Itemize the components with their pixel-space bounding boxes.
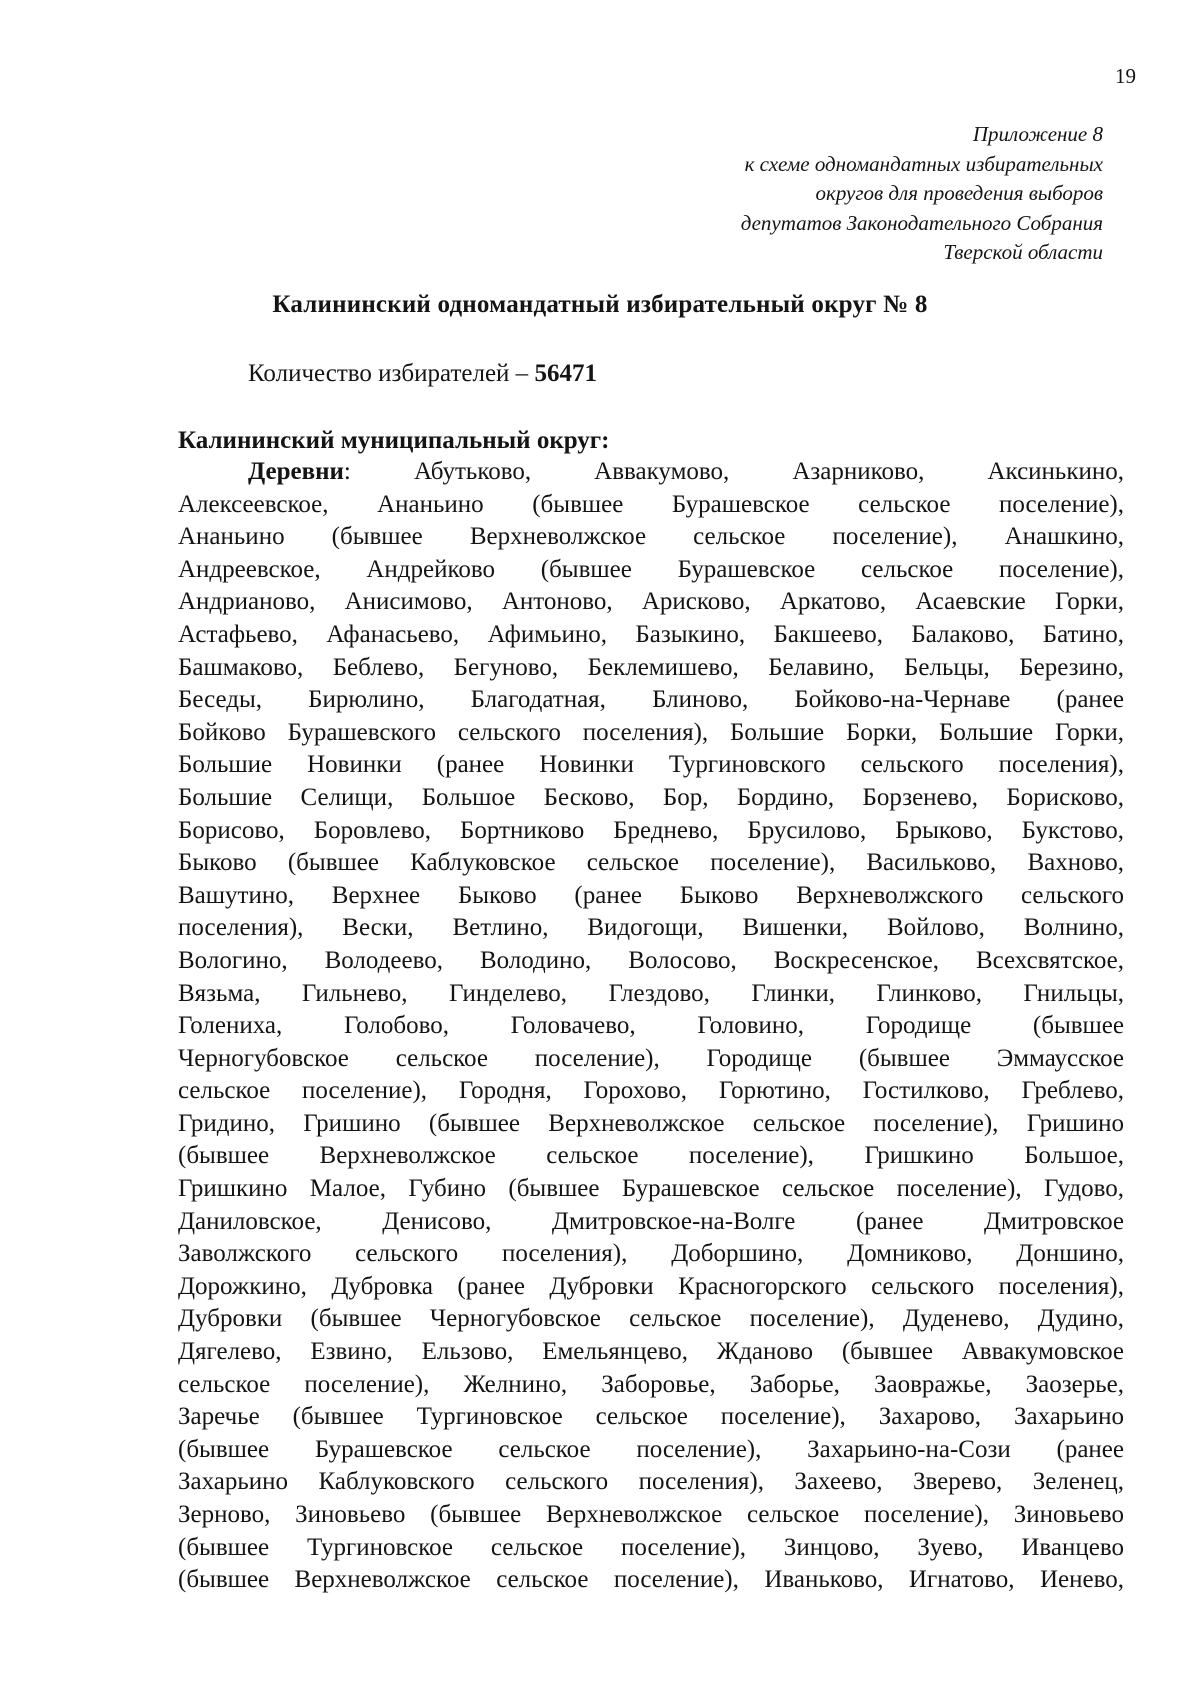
appendix-note bbox=[741, 120, 1103, 268]
villages-paragraph bbox=[178, 456, 1124, 1597]
paragraph-line: Черногубовское сельское поселение), Городище (бывшее Эммаусское bbox=[178, 1044, 1124, 1072]
paragraph-line: Зерново, Зиновьево (бывшее Верхневолжское сельское поселение), Зиновьево bbox=[178, 1501, 1124, 1528]
paragraph-line: Дорожкино, Дубровка (ранее Дубровки Красногорского сельского поселения), bbox=[178, 1272, 1124, 1300]
appendix-line: депутатов Законодательного Собрания bbox=[740, 210, 1103, 235]
voter-count-value: 56471 bbox=[534, 360, 597, 387]
paragraph-line: (бывшее Верхневолжское сельское поселение), Гришкино Большое, bbox=[178, 1142, 1124, 1170]
paragraph-line: Вязьма, Гильнево, Гинделево, Глездово, Глинки, Глинково, Гнильцы, bbox=[178, 979, 1124, 1007]
paragraph-line: Борисово, Боровлево, Бортниково Бреднево, Брусилово, Брыково, Букстово, bbox=[178, 816, 1124, 844]
villages-text: : Абутьково, Аввакумово, Азарниково, Аксинькино, bbox=[343, 458, 1124, 485]
paragraph-line: Большие Селищи, Большое Бесково, Бор, Бордино, Борзенево, Борисково, bbox=[178, 783, 1124, 811]
paragraph-line: Быково (бывшее Каблуковское сельское поселение), Васильково, Вахново, bbox=[178, 849, 1124, 877]
paragraph-line: Даниловское, Денисово, Дмитровское-на-Волге (ранее Дмитровское bbox=[178, 1207, 1124, 1235]
appendix-line: Приложение 8 bbox=[972, 122, 1103, 146]
paragraph-line bbox=[178, 456, 1124, 489]
paragraph-line: Андреевское, Андрейково (бывшее Бурашевское сельское поселение), bbox=[178, 555, 1124, 583]
voter-count bbox=[248, 360, 597, 388]
appendix-line: к схеме одномандатных избирательных bbox=[744, 151, 1103, 176]
paragraph-line: (бывшее Верхневолжское сельское поселение), Иваньково, Игнатово, Иенево, bbox=[178, 1566, 1124, 1594]
appendix-line: Тверской области bbox=[943, 240, 1103, 264]
paragraph-line: Заречье (бывшее Тургиновское сельское поселение), Захарово, Захарьино bbox=[178, 1403, 1124, 1431]
paragraph-line: Дубровки (бывшее Черногубовское сельское поселение), Дуденево, Дудино, bbox=[178, 1305, 1124, 1333]
paragraph-line: Вологино, Володеево, Володино, Волосово, Воскресенское, Всехсвятское, bbox=[178, 946, 1124, 974]
section-title: Калининский муниципальный округ: bbox=[178, 427, 610, 454]
paragraph-line: Вашутино, Верхнее Быково (ранее Быково Верхневолжского сельского bbox=[178, 881, 1124, 909]
paragraph-line: Ананьино (бывшее Верхневолжское сельское поселение), Анашкино, bbox=[178, 523, 1124, 551]
paragraph-line: (бывшее Бурашевское сельское поселение), Захарьино-на-Сози (ранее bbox=[178, 1435, 1124, 1463]
paragraph-line: Башмаково, Беблево, Бегуново, Беклемишево, Белавино, Бельцы, Березино, bbox=[178, 653, 1124, 681]
paragraph-line: Алексеевское, Ананьино (бывшее Бурашевское сельское поселение), bbox=[178, 490, 1124, 518]
paragraph-line: (бывшее Тургиновское сельское поселение), Зинцово, Зуево, Иванцево bbox=[178, 1533, 1124, 1561]
villages-label: Деревни bbox=[248, 458, 344, 485]
paragraph-line: Андрианово, Анисимово, Антоново, Арисково, Аркатово, Асаевские Горки, bbox=[178, 588, 1124, 616]
paragraph-line: Гришкино Малое, Губино (бывшее Бурашевское сельское поселение), Гудово, bbox=[178, 1175, 1124, 1203]
paragraph-line: сельское поселение), Городня, Горохово, Горютино, Гостилково, Греблево, bbox=[178, 1077, 1124, 1105]
voter-count-label: Количество избирателей – bbox=[248, 360, 529, 387]
paragraph-line: Астафьево, Афанасьево, Афимьино, Базыкино, Бакшеево, Балаково, Батино, bbox=[178, 620, 1124, 648]
paragraph-line: Большие Новинки (ранее Новинки Тургиновского сельского поселения), bbox=[178, 751, 1124, 779]
paragraph-line: Захарьино Каблуковского сельского поселения), Захеево, Зверево, Зеленец, bbox=[178, 1468, 1124, 1496]
page-number: 19 bbox=[1115, 64, 1136, 88]
paragraph-line: Дягелево, Езвино, Ельзово, Емельянцево, Жданово (бывшее Аввакумовское bbox=[178, 1338, 1124, 1366]
paragraph-line: Гридино, Гришино (бывшее Верхневолжское сельское поселение), Гришино bbox=[178, 1109, 1124, 1137]
paragraph-line: Бойково Бурашевского сельского поселения), Большие Борки, Большие Горки, bbox=[178, 718, 1124, 746]
paragraph-line: Заволжского сельского поселения), Доборшино, Домниково, Доншино, bbox=[178, 1240, 1124, 1268]
document-title: Калининский одномандатный избирательный округ № 8 bbox=[272, 291, 928, 318]
paragraph-line: поселения), Вески, Ветлино, Видогощи, Вишенки, Войлово, Волнино, bbox=[178, 914, 1124, 942]
paragraph-line: Беседы, Бирюлино, Благодатная, Блиново, Бойково-на-Чернаве (ранее bbox=[178, 686, 1124, 714]
appendix-line: округов для проведения выборов bbox=[815, 181, 1103, 205]
paragraph-line: сельское поселение), Желнино, Заборовье, Заборье, Заовражье, Заозерье, bbox=[178, 1370, 1124, 1398]
paragraph-line: Голениха, Голобово, Головачево, Головино, Городище (бывшее bbox=[178, 1012, 1124, 1040]
